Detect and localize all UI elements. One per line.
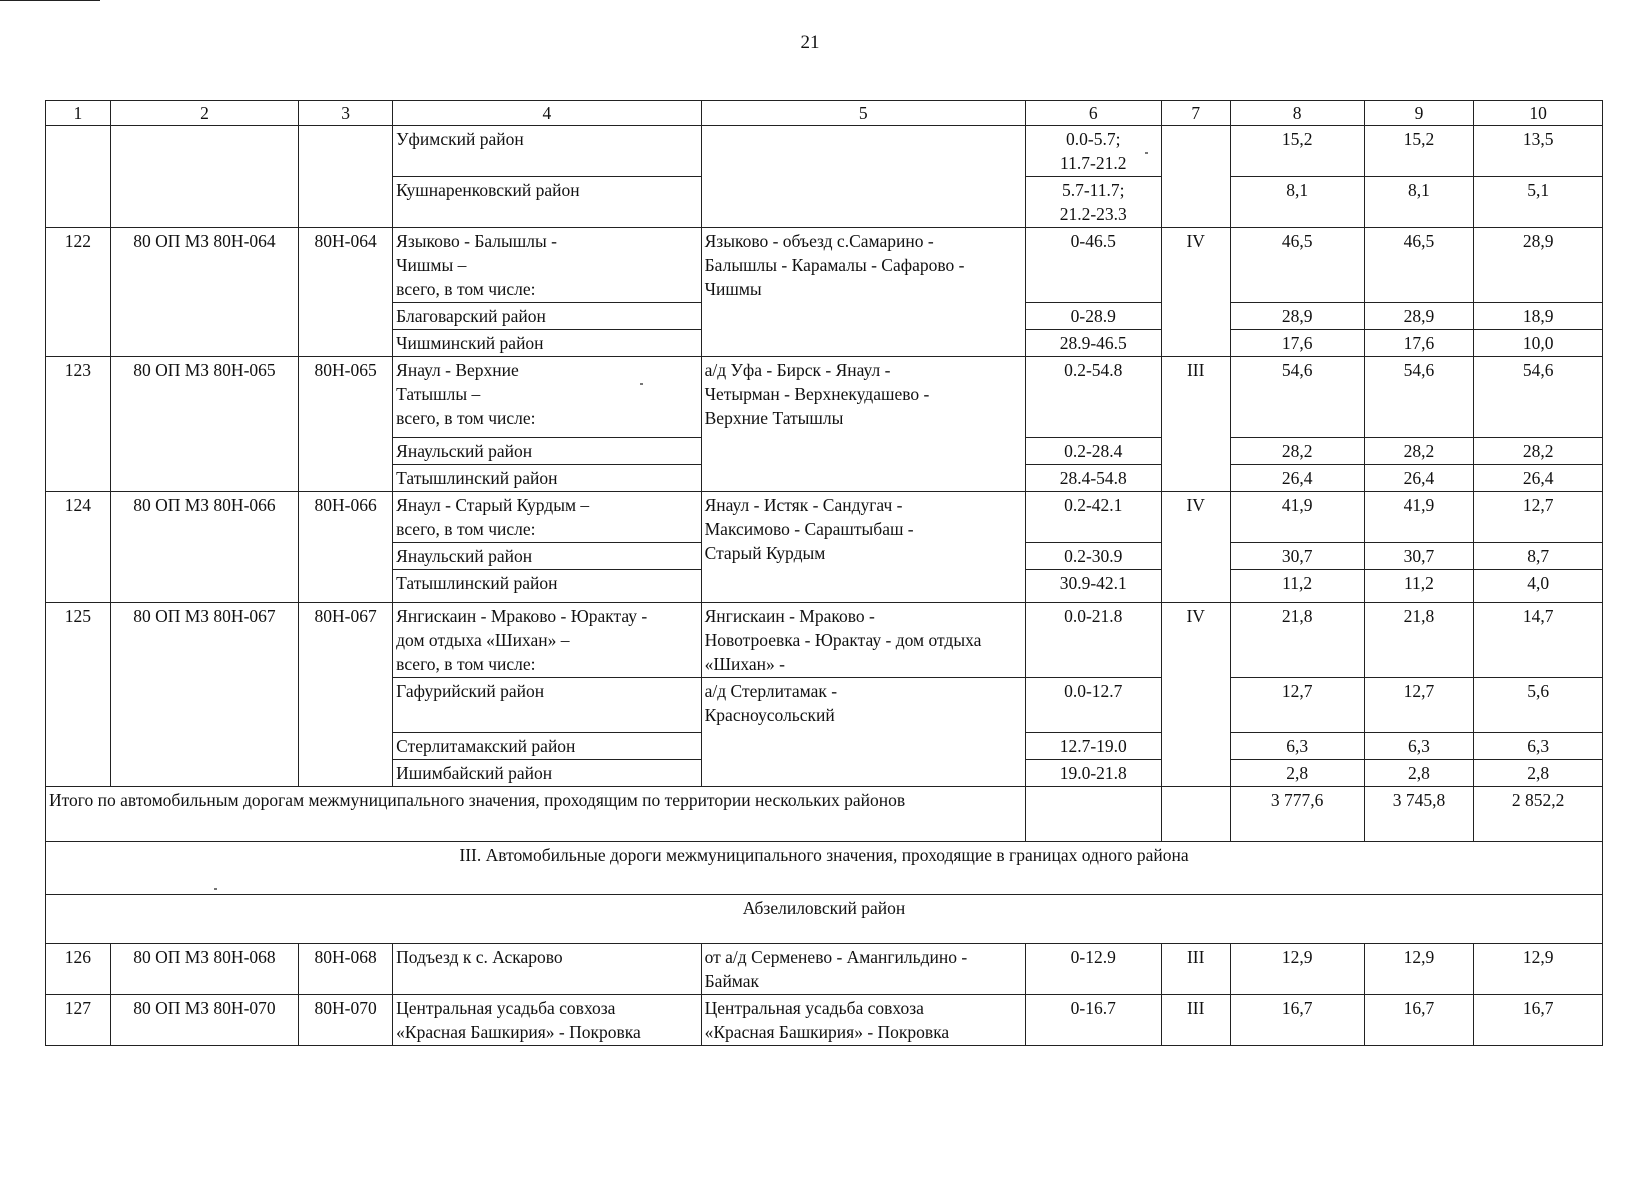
road-route: Языково - объезд с.Самарино - Балышлы - Карамалы - Сафарово - Чишмы xyxy=(701,228,1025,357)
km-range: 0.2-42.1 xyxy=(1025,492,1161,543)
route-cell xyxy=(701,126,1025,228)
district-name: Янаульский район xyxy=(393,543,701,570)
road-name: Языково - Балышлы - Чишмы – всего, в том числе: xyxy=(393,228,701,303)
col9-value: 41,9 xyxy=(1364,492,1474,543)
row-number-cell xyxy=(46,126,111,228)
road-id-full-cell xyxy=(110,126,298,228)
col9-value: 12,7 xyxy=(1364,678,1474,733)
road-row xyxy=(46,357,1603,438)
district-name: Татышлинский район xyxy=(393,570,701,603)
col8-value: 26,4 xyxy=(1230,465,1364,492)
total-col10: 2 852,2 xyxy=(1474,787,1603,842)
col9-value: 54,6 xyxy=(1364,357,1474,438)
col8-value: 21,8 xyxy=(1230,603,1364,678)
col9-value: 21,8 xyxy=(1364,603,1474,678)
km-range: 19.0-21.8 xyxy=(1025,760,1161,787)
road-row xyxy=(46,995,1603,1046)
route-continuation: а/д Стерлитамак - Красноусольский xyxy=(701,678,1025,787)
km-range: 0.2-28.4 xyxy=(1025,438,1161,465)
col8-value: 2,8 xyxy=(1230,760,1364,787)
col10-value: 18,9 xyxy=(1474,303,1603,330)
total-col8: 3 777,6 xyxy=(1230,787,1364,842)
district-name: Благоварский район xyxy=(393,303,701,330)
road-route: Центральная усадьба совхоза «Красная Башкирия» - Покровка xyxy=(701,995,1025,1046)
district-name: Чишминский район xyxy=(393,330,701,357)
total-empty-6 xyxy=(1025,787,1161,842)
col10-value: 14,7 xyxy=(1474,603,1603,678)
col9-value: 17,6 xyxy=(1364,330,1474,357)
col8-value: 28,9 xyxy=(1230,303,1364,330)
district-title: Абзелиловский район xyxy=(46,895,1603,944)
col9-value: 16,7 xyxy=(1364,995,1474,1046)
column-number-header: 5 xyxy=(701,101,1025,126)
district-name: Кушнаренковский район xyxy=(393,177,701,228)
district-name: Татышлинский район xyxy=(393,465,701,492)
row-number: 125 xyxy=(46,603,111,787)
scan-speck xyxy=(214,888,217,890)
road-category: III xyxy=(1161,944,1230,995)
col8-value: 41,9 xyxy=(1230,492,1364,543)
km-range: 0.0-12.7 xyxy=(1025,678,1161,733)
km-range: 0.0-21.8 xyxy=(1025,603,1161,678)
sub-row xyxy=(46,126,1603,177)
road-route: Янгискаин - Мраково - Новотроевка - Юрактау - дом отдыха «Шихан» - xyxy=(701,603,1025,678)
road-id-full: 80 ОП МЗ 80Н-064 xyxy=(110,228,298,357)
road-category: IV xyxy=(1161,228,1230,357)
col9-value: 30,7 xyxy=(1364,543,1474,570)
col8-value: 11,2 xyxy=(1230,570,1364,603)
col10-value: 2,8 xyxy=(1474,760,1603,787)
road-id-short: 80Н-070 xyxy=(299,995,393,1046)
road-route: а/д Уфа - Бирск - Янаул - Четырман - Верхнекудашево - Верхние Татышлы xyxy=(701,357,1025,492)
road-id-short: 80Н-068 xyxy=(299,944,393,995)
district-name: Ишимбайский район xyxy=(393,760,701,787)
km-range: 0.0-5.7; 11.7-21.2 xyxy=(1025,126,1161,177)
km-range: 5.7-11.7; 21.2-23.3 xyxy=(1025,177,1161,228)
column-number-header: 1 xyxy=(46,101,111,126)
col9-value: 6,3 xyxy=(1364,733,1474,760)
col10-value: 13,5 xyxy=(1474,126,1603,177)
km-range: 12.7-19.0 xyxy=(1025,733,1161,760)
road-id-full: 80 ОП МЗ 80Н-067 xyxy=(110,603,298,787)
column-number-header: 8 xyxy=(1230,101,1364,126)
row-number: 123 xyxy=(46,357,111,492)
col9-value: 46,5 xyxy=(1364,228,1474,303)
col9-value: 28,9 xyxy=(1364,303,1474,330)
km-range: 0-28.9 xyxy=(1025,303,1161,330)
col10-value: 4,0 xyxy=(1474,570,1603,603)
col8-value: 6,3 xyxy=(1230,733,1364,760)
col10-value: 6,3 xyxy=(1474,733,1603,760)
roads-table xyxy=(45,100,1603,1046)
total-col9: 3 745,8 xyxy=(1364,787,1474,842)
header-row xyxy=(46,101,1603,126)
col9-value: 8,1 xyxy=(1364,177,1474,228)
row-number: 124 xyxy=(46,492,111,603)
col8-value: 8,1 xyxy=(1230,177,1364,228)
road-id-full: 80 ОП МЗ 80Н-070 xyxy=(110,995,298,1046)
road-id-short-cell xyxy=(299,126,393,228)
road-name: Янаул - Верхние Татышлы – всего, в том числе: xyxy=(393,357,701,438)
col9-value: 26,4 xyxy=(1364,465,1474,492)
km-range: 0-46.5 xyxy=(1025,228,1161,303)
road-category: IV xyxy=(1161,603,1230,787)
col10-value: 28,2 xyxy=(1474,438,1603,465)
col9-value: 2,8 xyxy=(1364,760,1474,787)
road-name: Подъезд к с. Аскарово xyxy=(393,944,701,995)
col10-value: 5,6 xyxy=(1474,678,1603,733)
road-id-short: 80Н-067 xyxy=(299,603,393,787)
km-range: 30.9-42.1 xyxy=(1025,570,1161,603)
page-number: 21 xyxy=(800,32,820,53)
col9-value: 12,9 xyxy=(1364,944,1474,995)
col8-value: 12,7 xyxy=(1230,678,1364,733)
road-name: Янгискаин - Мраково - Юрактау - дом отдыха «Шихан» – всего, в том числе: xyxy=(393,603,701,678)
road-id-short: 80Н-066 xyxy=(299,492,393,603)
column-number-header: 4 xyxy=(393,101,701,126)
column-number-header: 9 xyxy=(1364,101,1474,126)
road-id-short: 80Н-064 xyxy=(299,228,393,357)
road-id-full: 80 ОП МЗ 80Н-066 xyxy=(110,492,298,603)
road-row xyxy=(46,492,1603,543)
scan-speck xyxy=(1145,152,1148,154)
total-label: Итого по автомобильным дорогам межмуниципального значения, проходящим по территории нескольких районов xyxy=(46,787,1026,842)
road-name: Янаул - Старый Курдым – всего, в том числе: xyxy=(393,492,701,543)
col10-value: 12,7 xyxy=(1474,492,1603,543)
road-row xyxy=(46,228,1603,303)
col8-value: 28,2 xyxy=(1230,438,1364,465)
col10-value: 54,6 xyxy=(1474,357,1603,438)
col10-value: 16,7 xyxy=(1474,995,1603,1046)
col10-value: 5,1 xyxy=(1474,177,1603,228)
col8-value: 16,7 xyxy=(1230,995,1364,1046)
road-row xyxy=(46,944,1603,995)
row-number: 122 xyxy=(46,228,111,357)
column-number-header: 6 xyxy=(1025,101,1161,126)
col10-value: 12,9 xyxy=(1474,944,1603,995)
total-empty-7 xyxy=(1161,787,1230,842)
road-name: Центральная усадьба совхоза «Красная Башкирия» - Покровка xyxy=(393,995,701,1046)
section-row xyxy=(46,842,1603,895)
road-id-full: 80 ОП МЗ 80Н-068 xyxy=(110,944,298,995)
district-name: Стерлитамакский район xyxy=(393,733,701,760)
km-range: 0.2-54.8 xyxy=(1025,357,1161,438)
section-title: III. Автомобильные дороги межмуниципального значения, проходящие в границах одного района xyxy=(46,842,1603,895)
km-range: 0.2-30.9 xyxy=(1025,543,1161,570)
row-number: 126 xyxy=(46,944,111,995)
column-number-header: 10 xyxy=(1474,101,1603,126)
km-range: 28.4-54.8 xyxy=(1025,465,1161,492)
road-id-full: 80 ОП МЗ 80Н-065 xyxy=(110,357,298,492)
col10-value: 28,9 xyxy=(1474,228,1603,303)
col8-value: 54,6 xyxy=(1230,357,1364,438)
km-range: 28.9-46.5 xyxy=(1025,330,1161,357)
col9-value: 28,2 xyxy=(1364,438,1474,465)
district-row xyxy=(46,895,1603,944)
column-number-header: 2 xyxy=(110,101,298,126)
col8-value: 12,9 xyxy=(1230,944,1364,995)
road-route: Янаул - Истяк - Сандугач - Максимово - Сараштыбаш - Старый Курдым xyxy=(701,492,1025,603)
km-range: 0-16.7 xyxy=(1025,995,1161,1046)
district-name: Гафурийский район xyxy=(393,678,701,733)
col10-value: 10,0 xyxy=(1474,330,1603,357)
column-number-header: 3 xyxy=(299,101,393,126)
col9-value: 15,2 xyxy=(1364,126,1474,177)
row-number: 127 xyxy=(46,995,111,1046)
col8-value: 30,7 xyxy=(1230,543,1364,570)
km-range: 0-12.9 xyxy=(1025,944,1161,995)
col8-value: 17,6 xyxy=(1230,330,1364,357)
total-row xyxy=(46,787,1603,842)
category-cell xyxy=(1161,126,1230,228)
col10-value: 26,4 xyxy=(1474,465,1603,492)
district-name: Янаульский район xyxy=(393,438,701,465)
col9-value: 11,2 xyxy=(1364,570,1474,603)
col8-value: 15,2 xyxy=(1230,126,1364,177)
scan-speck xyxy=(640,383,643,385)
col10-value: 8,7 xyxy=(1474,543,1603,570)
road-id-short: 80Н-065 xyxy=(299,357,393,492)
road-row xyxy=(46,603,1603,678)
road-category: III xyxy=(1161,357,1230,492)
district-name: Уфимский район xyxy=(393,126,701,177)
road-route: от а/д Серменево - Амангильдино - Баймак xyxy=(701,944,1025,995)
road-category: III xyxy=(1161,995,1230,1046)
top-rule xyxy=(0,0,100,1)
col8-value: 46,5 xyxy=(1230,228,1364,303)
column-number-header: 7 xyxy=(1161,101,1230,126)
road-category: IV xyxy=(1161,492,1230,603)
